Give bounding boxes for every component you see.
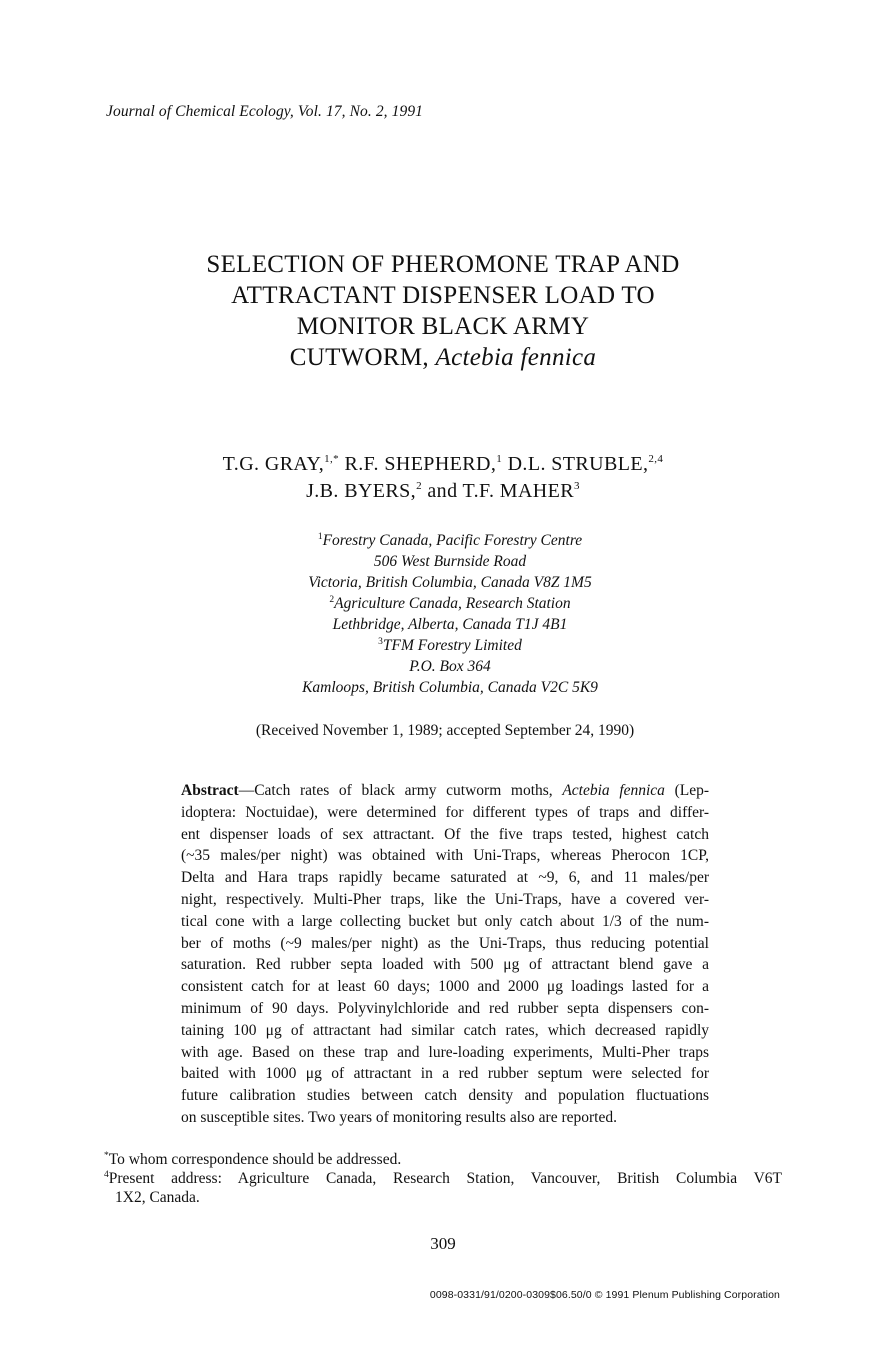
footnote <box>104 1169 782 1188</box>
author-name: and T.F. MAHER <box>422 480 574 502</box>
abstract <box>181 780 709 1129</box>
affiliation-text: TFM Forestry Limited <box>382 637 522 654</box>
abstract-line: ber of moths (~9 males/per night) as the Uni-Traps, thus reducing potential <box>181 934 709 952</box>
author-affiliation-mark: 3 <box>574 480 580 492</box>
abstract-line: with age. Based on these trap and lure-loading experiments, Multi-Pher traps <box>181 1043 709 1061</box>
footnotes <box>104 1150 782 1207</box>
abstract-line: baited with 1000 μg of attractant in a red rubber septum were selected for <box>181 1065 709 1083</box>
title-line: SELECTION OF PHEROMONE TRAP AND <box>206 251 680 278</box>
affiliation-line: Victoria, British Columbia, Canada V8Z 1M5 <box>308 574 592 591</box>
title-line: ATTRACTANT DISPENSER LOAD TO <box>231 282 655 309</box>
abstract-label: Abstract <box>181 782 239 799</box>
title-line <box>0 342 886 373</box>
abstract-line: Delta and Hara traps rapidly became saturated at ~9, 6, and 11 males/per <box>181 869 709 887</box>
copyright-line: 0098-0331/91/0200-0309$06.50/0 © 1991 Plenum Publishing Corporation <box>429 1289 780 1301</box>
affiliation-3 <box>0 635 886 698</box>
affiliation-line <box>0 530 886 551</box>
author-affiliation-mark: 1,* <box>324 453 340 465</box>
author-name: R.F. SHEPHERD, <box>339 453 497 475</box>
species-name: Actebia fennica <box>435 344 597 371</box>
title-text: CUTWORM, <box>289 344 436 371</box>
author-name: T.G. GRAY, <box>222 453 325 475</box>
abstract-line <box>181 780 709 802</box>
abstract-line: night, respectively. Multi-Pher traps, like the Uni-Traps, have a covered ver- <box>181 890 709 908</box>
journal-citation: Journal of Chemical Ecology, Vol. 17, No. 2, 1991 <box>106 103 424 120</box>
abstract-line: on susceptible sites. Two years of monitoring results also are reported. <box>181 1108 617 1126</box>
author-affiliation-mark: 2,4 <box>648 453 664 465</box>
footnote-mark: 4 <box>104 1170 109 1180</box>
affiliation-line: Lethbridge, Alberta, Canada T1J 4B1 <box>332 616 568 633</box>
affiliation-text: Agriculture Canada, Research Station <box>334 595 571 612</box>
abstract-line: idoptera: Noctuidae), were determined for different types of traps and differ- <box>181 803 709 821</box>
footnote-continuation: 1X2, Canada. <box>115 1189 200 1206</box>
affiliation-line <box>0 635 886 656</box>
abstract-line: (~35 males/per night) was obtained with Uni-Traps, whereas Pherocon 1CP, <box>181 847 709 865</box>
affiliation-number: 2 <box>329 595 335 605</box>
affiliation-1 <box>0 530 886 593</box>
author-name: D.L. STRUBLE, <box>502 453 649 475</box>
footnote <box>104 1150 782 1169</box>
footnote-text: Present address: Agriculture Canada, Research Station, Vancouver, British Columbia V6T <box>108 1170 782 1187</box>
author-line <box>0 451 886 478</box>
affiliation-line: P.O. Box 364 <box>409 658 491 675</box>
abstract-text: (Lep- <box>664 782 710 799</box>
abstract-line: minimum of 90 days. Polyvinylchloride and red rubber septa dispensers con- <box>181 999 709 1017</box>
affiliation-text: Forestry Canada, Pacific Forestry Centre <box>322 532 583 549</box>
affiliation-2 <box>0 593 886 635</box>
received-dates: (Received November 1, 1989; accepted September 24, 1990) <box>255 722 635 739</box>
abstract-line: taining 100 μg of attractant had similar catch rates, which decreased rapidly <box>181 1021 709 1039</box>
affiliation-number: 1 <box>317 532 323 542</box>
page-number: 309 <box>430 1234 456 1253</box>
title-line: MONITOR BLACK ARMY <box>296 313 590 340</box>
author-line <box>0 478 886 505</box>
affiliation-line: Kamloops, British Columbia, Canada V2C 5K9 <box>302 679 598 696</box>
species-name: Actebia fennica <box>562 782 665 799</box>
abstract-text: —Catch rates of black army cutworm moths, <box>238 782 563 799</box>
affiliation-number: 3 <box>378 637 383 647</box>
abstract-line: ent dispenser loads of sex attractant. Of the five traps tested, highest catch <box>181 825 709 843</box>
abstract-line: future calibration studies between catch density and population fluctuations <box>181 1087 709 1105</box>
affiliation-line <box>0 593 886 614</box>
article-title <box>0 249 886 373</box>
abstract-line: saturation. Red rubber septa loaded with 500 μg of attractant blend gave a <box>181 956 709 974</box>
abstract-line: tical cone with a large collecting bucket but only catch about 1/3 of the num- <box>181 912 709 930</box>
affiliations <box>0 530 886 698</box>
footnote-mark: * <box>104 1151 109 1161</box>
abstract-line: consistent catch for at least 60 days; 1000 and 2000 μg loadings lasted for a <box>181 978 709 996</box>
footnote-text: To whom correspondence should be addressed. <box>108 1151 402 1168</box>
author-affiliation-mark: 2 <box>416 480 422 492</box>
affiliation-line: 506 West Burnside Road <box>373 553 527 570</box>
author-list <box>0 451 886 505</box>
author-affiliation-mark: 1 <box>496 453 503 465</box>
author-name: J.B. BYERS, <box>306 480 417 502</box>
